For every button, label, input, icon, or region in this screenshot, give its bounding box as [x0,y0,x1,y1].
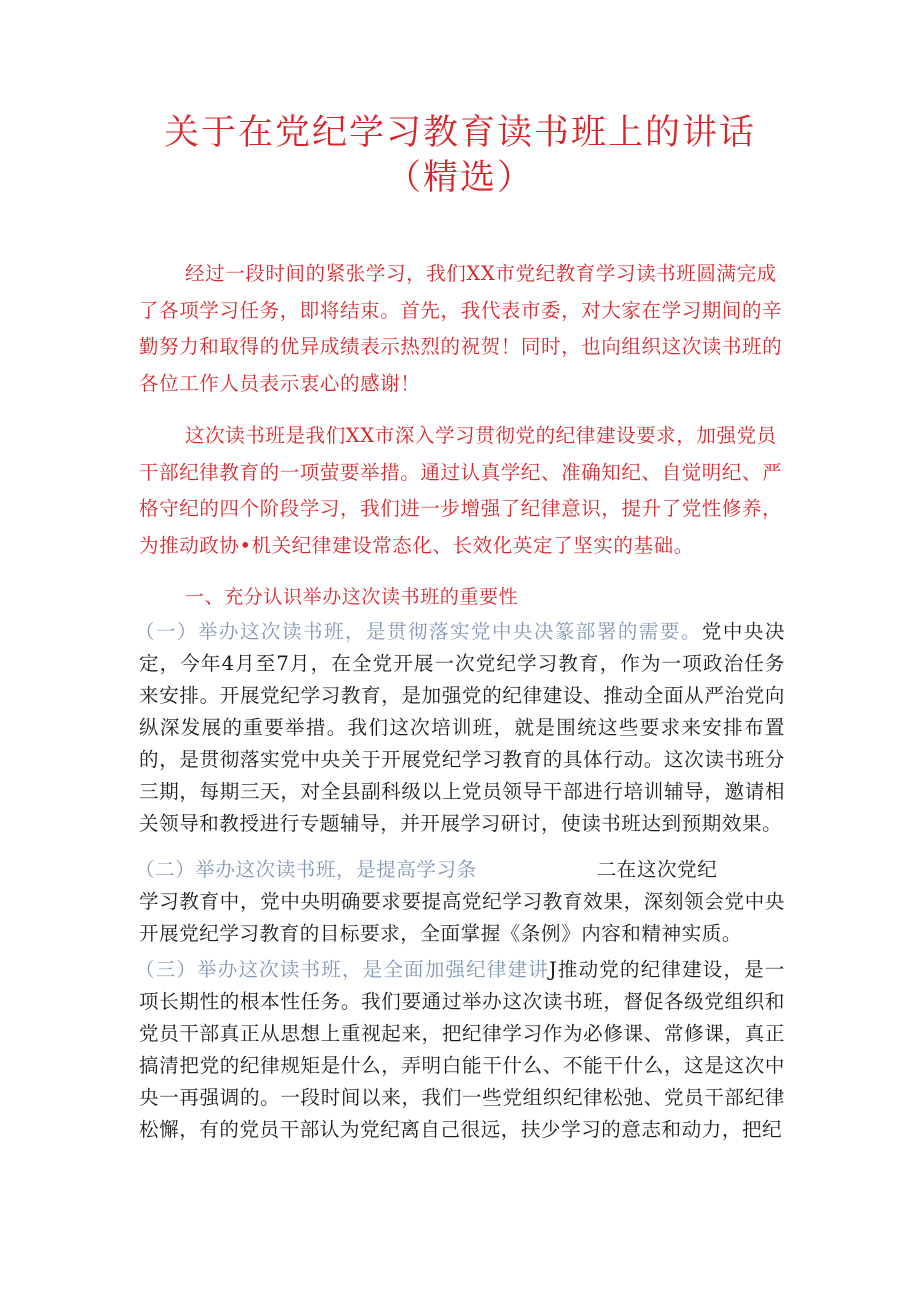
body-block-2 [135,854,785,950]
body-text-2-fragment: 二在这次党纪 [596,858,718,881]
body-text-3: J推动党的纪律建设，是一项长期性的根本性任务。我们要通过举办这次读书班，督促各级党组织和党员干部真正从思想上重视起来，把纪律学习作为必修课、常修课，真正搞清把党的纪律规矩是什么，弄明白能干什么、不能干什么，这是这次中央一再强调的。一段时间以来，我们一些党组织纪律松弛、党员干部纪律松懈，有的党员干部认为党纪离自己很远，扶少学习的意志和动力，把纪 [139,958,785,1141]
section-heading: 一、充分认识举办这次读书班的重要性 [185,586,519,608]
document-title: 关于在党纪学习教育读书班上的讲话 [163,113,756,153]
document-subtitle: （精选） [385,158,534,198]
intro-paragraph-2: 这次读书班是我们XX市深入学习贯彻党的纪律建设要求，加强党员干部纪律教育的一项萤要举措。通过认真学纪、准确知纪、自觉明纪、严格守纪的四个阶段学习，我们进一步增强了纪律意识，提升了党性修养，为推动政协•机关纪律建设常态化、长效化英定了坚实的基础。 [139,424,783,557]
body-text-2: 学习教育中，党中央明确要求要提高党纪学习教育效果，深刻领会党中央开展党纪学习教育的目标要求，全面掌握《条例》内容和精神实质。 [139,890,785,945]
subheading-2: （二）举办这次读书班，是提高学习条 [135,858,477,881]
body-block-3 [135,954,785,1146]
intro-paragraph-1: 经过一段时间的紧张学习，我们XX市党纪教育学习读书班圆满完成了各项学习任务，即将结束。首先，我代表市委，对大家在学习期间的辛勤努力和取得的优异成绩表示热烈的祝贺！同时，也向组织这次读书班的各位工作人员表示衷心的感谢！ [139,262,783,395]
subheading-3: （三）举办这次读书班，是全面加强纪律建讲 [135,958,549,981]
body-text-1: 党中央决定，今年4月至7月，在全党开展一次党纪学习教育，作为一项政治任务来安排。开展党纪学习教育，是加强党的纪律建设、推动全面从严治党向纵深发展的重要举措。我们这次培训班，就是围统这些要求来安排布置的，是贯彻落实党中央关于开展党纪学习教育的具体行动。这次读书班分三期，每期三天，对全县副科级以上党员领导干部进行培训辅导，邀请相关领导和教授进行专题辅导，并开展学习研讨，使读书班达到预期效果。 [139,620,785,835]
subheading-1: （一）举办这次读书班，是贯彻落实党中央决篆部署的需要。 [135,620,702,643]
body-block-1 [135,616,785,840]
